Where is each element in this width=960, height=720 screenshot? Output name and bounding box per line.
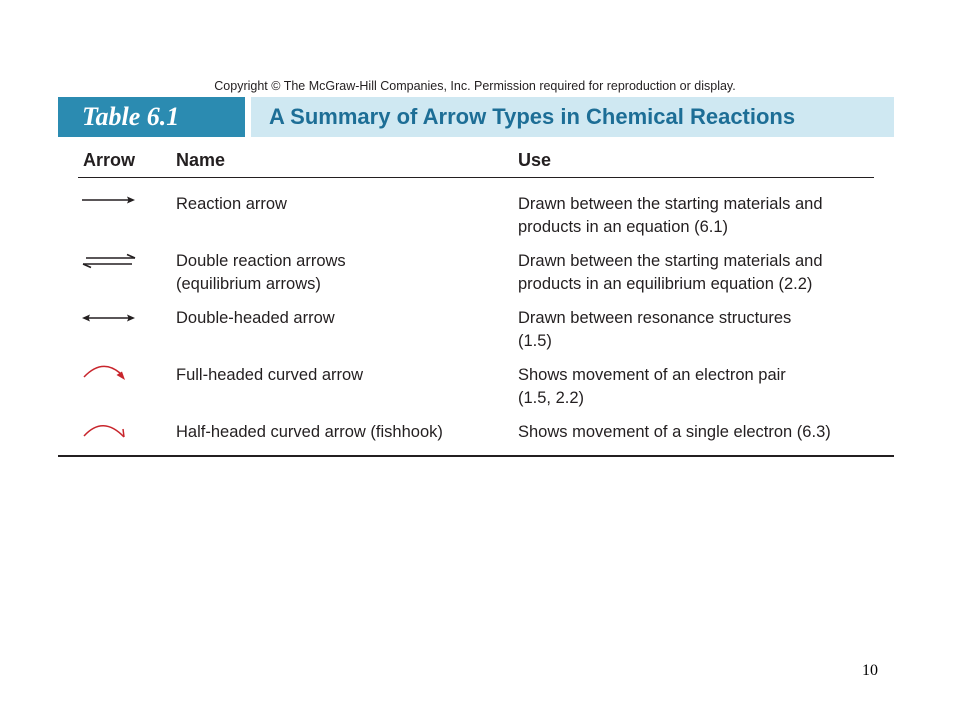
row-use: Drawn between the starting materials and xyxy=(518,195,823,213)
column-header-name: Name xyxy=(176,150,226,170)
table-bottom-rule xyxy=(58,455,894,457)
row-use: products in an equation (6.1) xyxy=(518,218,729,236)
page-number: 10 xyxy=(862,662,878,679)
row-name: (equilibrium arrows) xyxy=(176,275,321,293)
row-name: Double-headed arrow xyxy=(176,309,335,327)
table-title: A Summary of Arrow Types in Chemical Reactions xyxy=(251,97,894,137)
row-use: Drawn between the starting materials and xyxy=(518,252,823,270)
column-header-arrow: Arrow xyxy=(83,150,136,170)
reaction-arrow-icon xyxy=(78,187,142,215)
row-use: products in an equilibrium equation (2.2) xyxy=(518,275,813,293)
header-rule xyxy=(78,177,874,178)
table-label: Table 6.1 xyxy=(58,97,245,137)
table-title-bar xyxy=(58,97,894,137)
row-name: Full-headed curved arrow xyxy=(176,366,364,384)
column-header-use: Use xyxy=(518,150,552,170)
row-use: (1.5) xyxy=(518,332,552,350)
row-use: (1.5, 2.2) xyxy=(518,389,585,407)
double-reaction-arrows-icon xyxy=(78,248,142,276)
row-name: Double reaction arrows xyxy=(176,252,346,270)
row-use: Shows movement of a single electron (6.3) xyxy=(518,423,831,441)
row-name: Half-headed curved arrow (fishhook) xyxy=(176,423,443,441)
half-headed-curved-arrow-icon xyxy=(78,418,142,446)
row-use: Shows movement of an electron pair xyxy=(518,366,786,384)
row-name: Reaction arrow xyxy=(176,195,287,213)
full-headed-curved-arrow-icon xyxy=(78,360,142,388)
copyright-notice: Copyright © The McGraw-Hill Companies, Inc. Permission required for reproduction or display. xyxy=(214,79,736,93)
row-use: Drawn between resonance structures xyxy=(518,309,792,327)
double-headed-arrow-icon xyxy=(78,304,142,332)
